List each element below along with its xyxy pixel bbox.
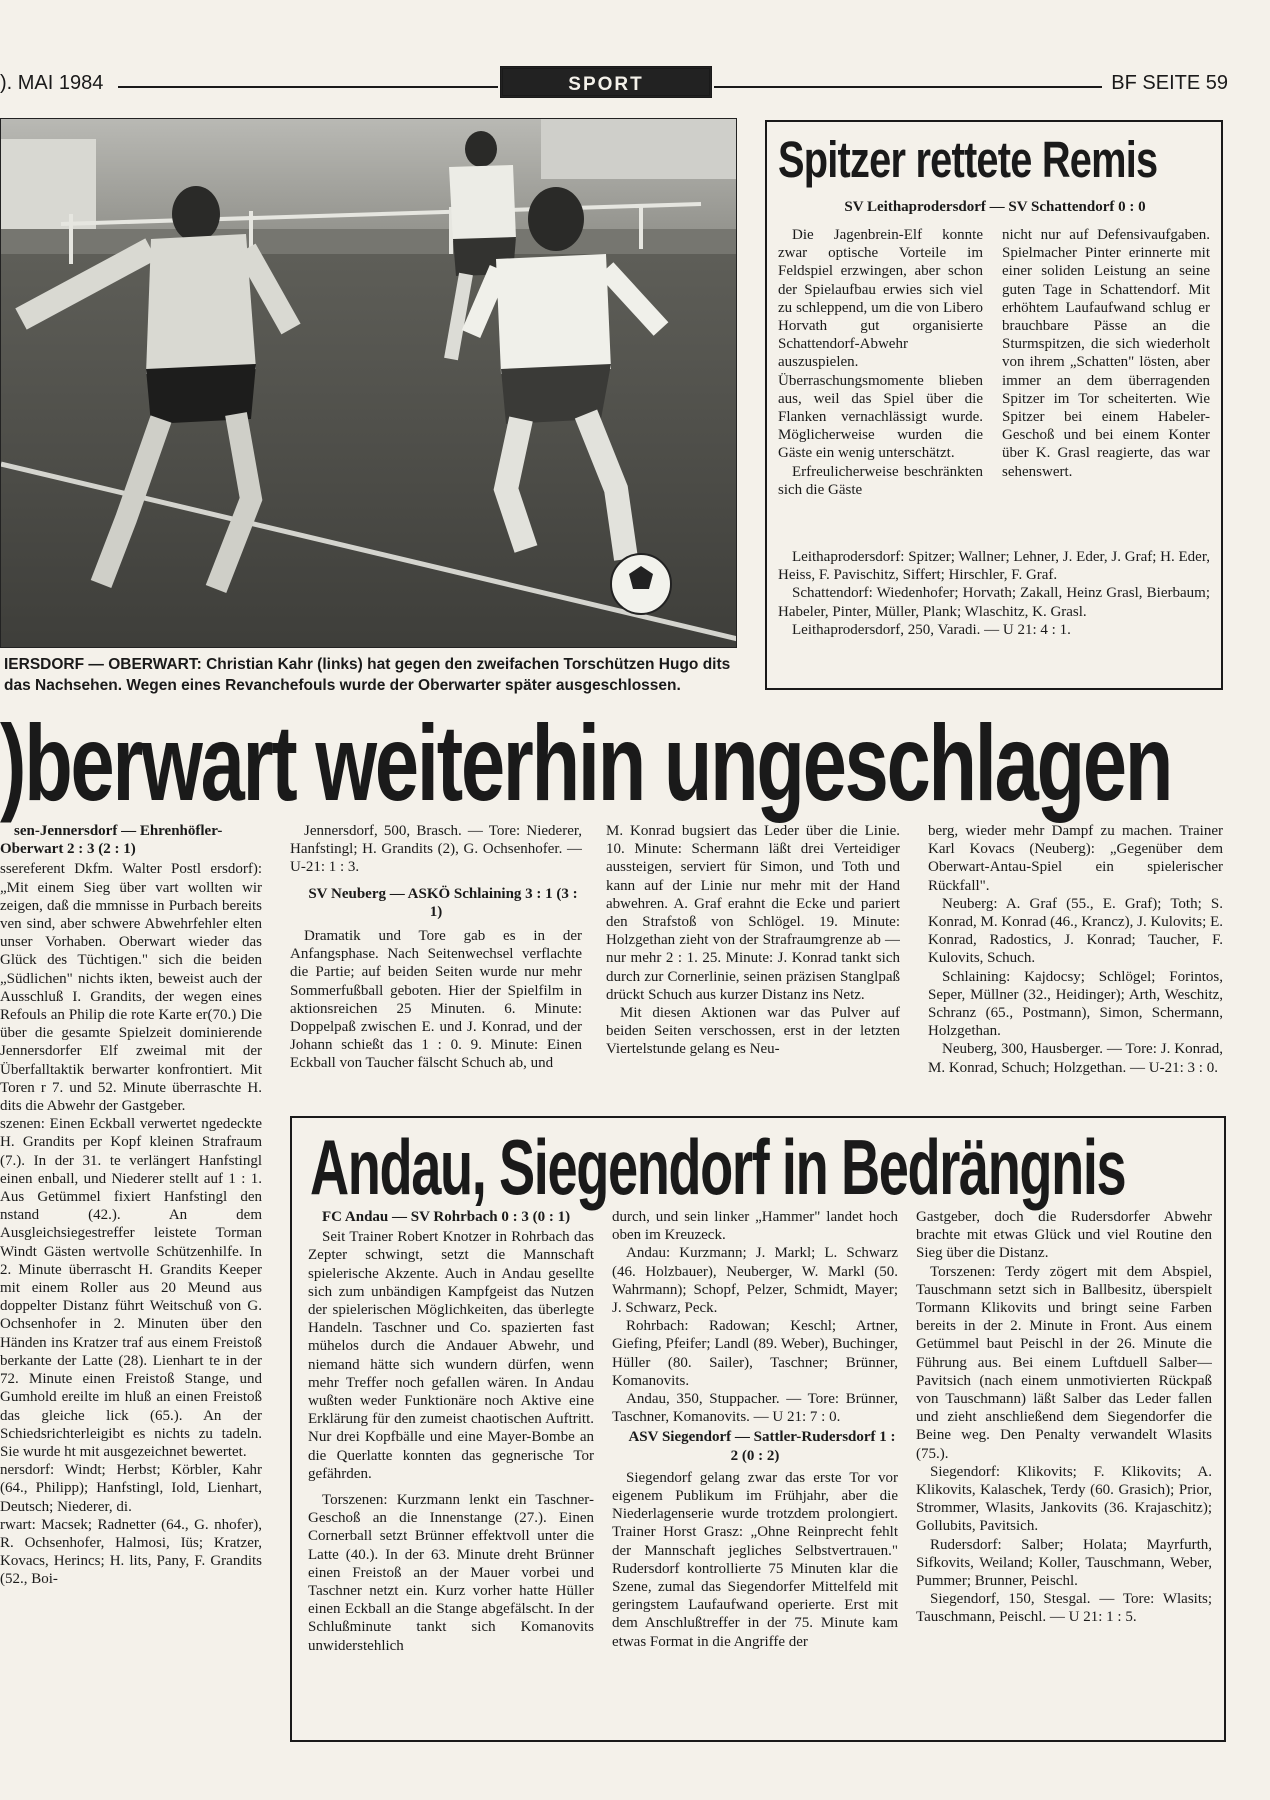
page-number: BF SEITE 59 bbox=[1111, 72, 1228, 94]
lineup-jennersdorf: nersdorf: Windt; Herbst; Körbler, Kahr (64., Philipp); Hanfstingl, Iold, Lienhart, Deutsch; Niederer, di. bbox=[0, 1462, 262, 1515]
lineup-leithaprodersdorf: Leithaprodersdorf: Spitzer; Wallner; Lehner, J. Eder, J. Graf; H. Eder, Heiss, F. Pavischitz, Siffert; Hirschler, F. Graf. bbox=[778, 549, 1210, 584]
lineup-rudersdorf: Rudersdorf: Salber; Holata; Mayrfurth, Sifkovits, Weiland; Koller, Tauschmann, Weber, Pummer; Brunner, Peischl. bbox=[916, 1536, 1212, 1590]
spitzer-column-1 bbox=[778, 226, 983, 534]
match-footer: Leithaprodersdorf, 250, Varadi. — U 21: 4 : 1. bbox=[792, 621, 1071, 638]
lineup-neuberg: Neuberg: A. Graf (55., E. Graf); Toth; S. Konrad, M. Konrad (46., Krancz), J. Kulovits; E. Konrad, Radostics, J. Konrad; Taucher, F. Kulovits, Schuch. bbox=[928, 895, 1223, 967]
spitzer-column-2 bbox=[1002, 226, 1210, 534]
paragraph: berg, wieder mehr Dampf zu machen. Trainer Karl Kovacs (Neuberg): „Gegenüber dem Oberwart-Antau-Spiel ein spielerischer Rückfall". bbox=[928, 823, 1223, 894]
lineup-siegendorf: Siegendorf: Klikovits; F. Klikovits; A. Klikovits, Kalaschek, Terdy (60. Grasich); Prior, Strommer, Wlasits, Jankovits (36. Krajaschitz); Gollubits, Pavitsich. bbox=[916, 1463, 1212, 1535]
paragraph: Seit Trainer Robert Knotzer in Rohrbach das Zepter schwingt, setzt die Mannschaft spielerische Akzente. Auch in Andau gesellte sich zum unbändigen Kampfgeist das Nutzen der spielerischen Möglichkeiten, das überlegte Handeln. Taschner und Co. spazierten fast mühelos durch die Andauer Abwehr, und niemand hätte sich wundern dürfen, wenn mehr Treffer noch gefallen wären. In Andau wußten weder Funktionäre noch Aktive eine Erklärung für den zumeist chaotischen Auftritt. Nur drei Kopfbälle und eine Mayer-Bombe an die Querlatte konnten das gegnerische Tor gefährden. bbox=[308, 1229, 594, 1482]
match-heading: SV Neuberg — ASKÖ Schlaining 3 : 1 (3 : 1) bbox=[308, 885, 578, 920]
paragraph: ssereferent Dkfm. Walter Postl ersdorf): „Mit einem Sieg über vart wollten wir zeigen, daß die mmnisse in Purbach bereits ven sind, aber schwere Abwehrfehler elten unser Vorhaben. Oberwart wieder das Glück des Tüchtigen." sich die beiden „Südlichen" nichts ikten, beweist auch der Ausschluß I. Grandits, der wegen eines Refouls an Philip die rote Karte er(70.) Die über die gesamte Spielzeit dominierende Jennersdorfer Elf zweimal mit der Überfalltaktik berwarter konfrontiert. Mit Toren r 7. und 52. Minute überraschte H. dits die Abwehr der Gastgeber. bbox=[0, 861, 262, 1115]
oberwart-column-4 bbox=[928, 822, 1223, 1096]
lineup-oberwart: rwart: Macsek; Radnetter (64., G. nhofer), R. Ochsenhofer, Halmosi, Iüs; Kratzer, Kovacs, Herincs; H. lits, Pany, F. Grandits (52., Boi- bbox=[0, 1516, 262, 1588]
paragraph: Gastgeber, doch die Rudersdorfer Abwehr brachte mit etwas Glück und viel Routine den Sieg über die Distanz. bbox=[916, 1209, 1212, 1262]
paragraph: M. Konrad bugsiert das Leder über die Linie. 10. Minute: Schermann läßt drei Verteidiger aussteigen, serviert für Simon, und Toth und kann auf der Linie nur mehr mit der Hand abwehren. A. Graf erahnt die Ecke und pariert den Strafstoß von Schlögel. 19. Minute: Holzgethan zieht von der Strafraumgrenze ab — nur mehr 2 : 1. 25. Minute: J. Konrad tankt sich durch zur Cornerlinie, seinen präzisen Stanglpaß drückt Schuch aus kurzer Distanz ins Netz. bbox=[606, 823, 900, 1003]
lineup-andau: Andau: Kurzmann; J. Markl; L. Schwarz (46. Holzbauer), Neuberger, W. Markl (50. Wahrmann); Schopf, Pelzer, Schmidt, Mayer; J. Schwarz, Peck. bbox=[612, 1245, 898, 1317]
lineup-rohrbach: Rohrbach: Radowan; Keschl; Artner, Giefing, Pfeifer; Landl (89. Weber), Buchinger, Hüller (80. Sailer), Taschner; Brünner, Komanovits. bbox=[612, 1318, 898, 1389]
match-footer: Neuberg, 300, Hausberger. — Tore: J. Konrad, M. Konrad, Schuch; Holzgethan. — U-21: 3 : 0. bbox=[928, 1041, 1223, 1076]
photo-illustration bbox=[1, 119, 737, 648]
photo-caption: IERSDORF — OBERWART: Christian Kahr (links) hat gegen den zweifachen Torschützen Hugo dits das Nachsehen. Wegen eines Revanchefouls wurde der Oberwarter später ausgeschlossen. bbox=[4, 656, 731, 694]
match-heading: ASV Siegendorf — Sattler-Rudersdorf 1 : 2 (0 : 2) bbox=[628, 1429, 896, 1464]
lineup-schattendorf: Schattendorf: Wiedenhofer; Horvath; Zakall, Heinz Grasl, Bierbaum; Habeler, Pinter, Müller, Plank; Wlaschitz, K. Grasl. bbox=[778, 585, 1210, 620]
spitzer-lineups bbox=[778, 548, 1210, 639]
headline-oberwart: )berwart weiterhin ungeschlagen bbox=[0, 702, 1172, 823]
andau-column-1 bbox=[308, 1208, 594, 1730]
header-rule-right bbox=[714, 86, 1102, 88]
header-rule-left bbox=[118, 86, 498, 88]
paragraph: Jennersdorf, 500, Brasch. — Tore: Niederer, Hanfstingl; H. Grandits (2), G. Ochsenhofer. — U-21: 1 : 3. bbox=[290, 823, 582, 876]
match-footer: Siegendorf, 150, Stesgal. — Tore: Wlasits; Tauschmann, Peischl. — U 21: 1 : 5. bbox=[916, 1591, 1212, 1626]
andau-column-2 bbox=[612, 1208, 898, 1730]
oberwart-column-2 bbox=[290, 822, 582, 1096]
paragraph: Torszenen: Kurzmann lenkt ein Taschner-Geschoß an die Innenstange (27.). Einen Cornerball setzt Brünner effektvoll unter die Latte (40.). In der 63. Minute dreht Brünner einen Freistoß an der Mauer vorbei und Taschner netzt ein. Kurz vorher hatte Hüller einen Eckball an die Stange abgefälscht. In der Schlußminute tankt sich Komanovits unwiderstehlich bbox=[308, 1492, 594, 1654]
oberwart-column-3 bbox=[606, 822, 900, 1096]
paragraph: Siegendorf gelang zwar das erste Tor vor eigenem Publikum im Frühjahr, aber die Niederlagenserie wurde trotzdem prolongiert. Trainer Horst Grasz: „Ohne Reinprecht fehlt der Mannschaft jegliches Selbstvertrauen." Rudersdorf kontrollierte 75 Minuten klar die Szene, zumal das Siegendorfer Mittelfeld mit geringstem Laufaufwand operierte. Erst mit dem Anschlußtreffer in der 75. Minute kam etwas Format in die Angriffe der bbox=[612, 1469, 898, 1650]
headline-spitzer: Spitzer rettete Remis bbox=[778, 131, 1158, 188]
match-footer: Andau, 350, Stuppacher. — Tore: Brünner, Taschner, Komanovits. — U 21: 7 : 0. bbox=[612, 1391, 898, 1426]
paragraph: Mit diesen Aktionen war das Pulver auf beiden Seiten verschossen, erst in der letzten Viertelstunde gelang es Neu- bbox=[606, 1005, 900, 1058]
subtitle-spitzer: SV Leithaprodersdorf — SV Schattendorf 0 : 0 bbox=[844, 199, 1146, 215]
match-heading: sen-Jennersdorf — Ehrenhöfler-Oberwart 2 : 3 (2 : 1) bbox=[0, 823, 223, 858]
paragraph: Torszenen: Terdy zögert mit dem Abspiel, Tauschmann setzt sich in Ballbesitz, überspielt Tormann Klikovits und bringt seine Farben bereits in der 2. Minute in Front. Aus einem Getümmel baut Peischl in der 26. Minute die Führung aus. Bei einem Luftduell Salber—Pavitsich (nach einem unmotivierten Rückpaß von Tauschmann) läßt Salber das Leder fallen und zieht anschließend dem Siegendorfer die Beine weg. Den Penalty verwandelt Wlasits (75.). bbox=[916, 1263, 1212, 1462]
paragraph: Dramatik und Tore gab es in der Anfangsphase. Nach Seitenwechsel verflachte die Partie; auf beiden Seiten wurde nur mehr Sommerfußball geboten. Hier der Spielfilm in aktionsreichen 25 Minuten. 6. Minute: Doppelpaß zwischen E. und J. Konrad, und der Johann schießt das 1 : 0. 9. Minute: Einen Eckball von Taucher fälscht Schuch ab, und bbox=[290, 928, 582, 1072]
paragraph: durch, und sein linker „Hammer" landet hoch oben im Kreuzeck. bbox=[612, 1209, 898, 1244]
paragraph: nicht nur auf Defensivaufgaben. Spielmacher Pinter erinnerte mit einer soliden Leistung an seine guten Tage in Schattendorf. Mit erhöhtem Laufaufwand schlug er brauchbare Pässe an die Sturmspitzen, die sich wiederholt von ihrem „Schatten" lösten, aber immer an dem überragenden Spitzer im Tor scheiterten. Wie Spitzer bei einem Habeler-Geschoß und bei einem Konter über K. Grasl reagierte, das war sehenswert. bbox=[1002, 227, 1210, 480]
oberwart-column-1 bbox=[0, 822, 262, 1784]
paragraph: Erfreulicherweise beschränkten sich die Gäste bbox=[778, 463, 983, 498]
paragraph: Die Jagenbrein-Elf konnte zwar optische Vorteile im Feldspiel erzwingen, aber schon der Spielaufbau erwies sich viel zu schleppend, um die von Libero Horvath gut organisierte Schattendorf-Abwehr auszuspielen. Überraschungsmomente blieben aus, weil das Spiel über die Flanken vernachlässigt wurde. Möglicherweise wurden die Gäste ein wenig unterschätzt. bbox=[778, 227, 983, 462]
match-heading: FC Andau — SV Rohrbach 0 : 3 (0 : 1) bbox=[322, 1209, 571, 1225]
paragraph: szenen: Einen Eckball verwertet ngedeckte H. Grandits per Kopf kleinen Strafraum (7.). In der 31. te verlängert Hanfstingl einen enball, und Niederer stellt auf 1 : 1. Aus Getümmel fixiert Hanfstingl den nstand (42.). An dem Ausgleichsiegestreffer leistete Torman Windt Gästen wertvolle Schützenhilfe. In 2. Minute überrascht H. Grandits Keeper mit einem Roller aus 20 Meund aus doppelter Distanz führt Weitschuß von G. Ochsenhofer in 2. Minuten über den Händen ins Kratzer traf aus einem Freistoß berkante der Latte (28). Lienhart te in der 72. Minute einen Freistoß Stange, und Gumhold ereilte im hluß an einen Freistoß das gleiche lick (65.). An der Schiedsrichterleigibt es nichts zu tadeln. Sie wurde ht mit ausgezeichnet bewertet. bbox=[0, 1116, 262, 1460]
match-photo bbox=[0, 118, 737, 648]
issue-date: ). MAI 1984 bbox=[0, 72, 104, 94]
andau-column-3 bbox=[916, 1208, 1212, 1730]
lineup-schlaining: Schlaining: Kajdocsy; Schlögel; Forintos, Seper, Müllner (32., Heidinger); Arth, Weschitz, Schranz (65., Postmann), Simon, Schermann, Holzgethan. bbox=[928, 968, 1223, 1040]
headline-andau: Andau, Siegendorf in Bedrängnis bbox=[310, 1123, 1126, 1211]
section-badge: SPORT bbox=[500, 66, 712, 98]
